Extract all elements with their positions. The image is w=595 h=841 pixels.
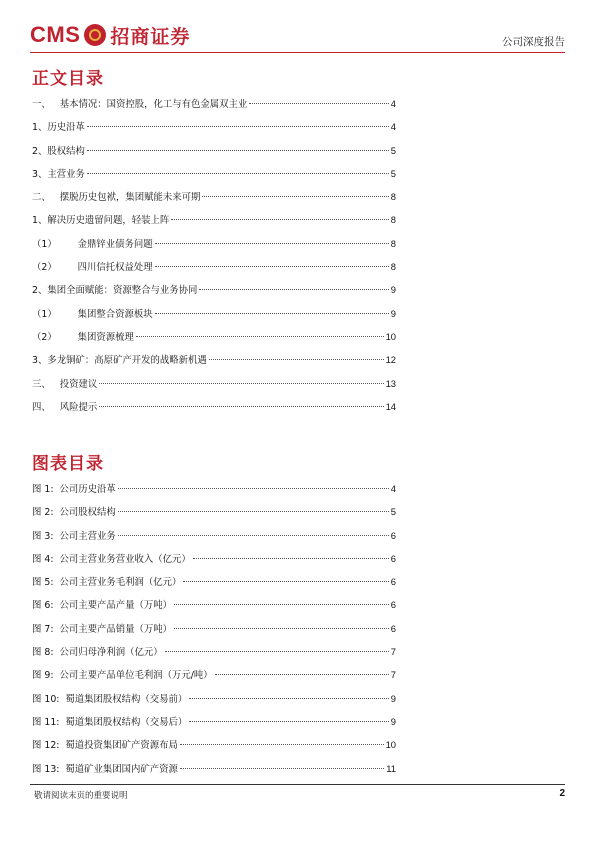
toc-entry-page: 5 xyxy=(390,144,396,156)
figure-entry-page: 6 xyxy=(390,552,396,564)
toc-entry-label: 1、历史沿革 xyxy=(32,122,85,134)
toc-entry[interactable] xyxy=(32,119,396,142)
toc-entry-page: 10 xyxy=(385,330,396,342)
toc-entry-page: 8 xyxy=(390,237,396,249)
dot-leader xyxy=(118,535,389,536)
figure-entry[interactable] xyxy=(32,481,396,504)
toc-entry-page: 12 xyxy=(385,354,396,366)
dot-leader xyxy=(189,721,389,722)
toc-entry-page: 8 xyxy=(390,214,396,226)
toc-entry-label: 1、解决历史遗留问题，轻装上阵 xyxy=(32,215,170,227)
company-logo xyxy=(30,20,190,50)
dot-leader xyxy=(118,511,389,512)
dot-leader xyxy=(155,243,389,244)
figure-entry[interactable] xyxy=(32,714,396,737)
toc-entry-page: 9 xyxy=(390,284,396,296)
toc-entry-page: 8 xyxy=(390,261,396,273)
toc-entry[interactable] xyxy=(32,329,396,352)
dot-leader xyxy=(249,103,389,104)
toc-entry[interactable] xyxy=(32,236,396,259)
page-number: 2 xyxy=(559,788,565,799)
toc-entry-label: 3、多龙铜矿：高原矿产开发的战略新机遇 xyxy=(32,355,207,367)
toc-entry[interactable] xyxy=(32,189,396,212)
dot-leader xyxy=(118,488,389,489)
figure-entry-page: 5 xyxy=(390,506,396,518)
figure-entry-page: 10 xyxy=(385,739,396,751)
dot-leader xyxy=(174,604,389,605)
dot-leader xyxy=(171,219,389,220)
figure-entry-label: 图 11: 蜀道集团股权结构（交易后） xyxy=(32,716,188,728)
toc-entry-label: （1） 集团整合资源板块 xyxy=(32,308,153,320)
figure-entry-label: 图 6: 公司主要产品产量（万吨） xyxy=(32,600,172,612)
dot-leader xyxy=(174,628,389,629)
toc-entry-label: （1） 金鼎锌业债务问题 xyxy=(32,238,153,250)
toc-entry[interactable] xyxy=(32,259,396,282)
logo-latin-text: CMS xyxy=(30,22,81,47)
figure-entry-label: 图 4: 公司主营业务营业收入（亿元） xyxy=(32,553,191,565)
toc-entry[interactable] xyxy=(32,352,396,375)
toc-entry[interactable] xyxy=(32,399,396,422)
dot-leader xyxy=(183,581,388,582)
figure-toc-title: 图表目录 xyxy=(32,454,104,474)
report-type-label: 公司深度报告 xyxy=(502,36,565,48)
figure-entry[interactable] xyxy=(32,504,396,527)
figure-entry-label: 图 10: 蜀道集团股权结构（交易前） xyxy=(32,693,188,705)
toc-entry-label: （2） 集团资源梳理 xyxy=(32,331,134,343)
dot-leader xyxy=(99,406,383,407)
figure-entry[interactable] xyxy=(32,667,396,690)
toc-entry[interactable] xyxy=(32,212,396,235)
dot-leader xyxy=(87,126,389,127)
dot-leader xyxy=(87,150,389,151)
page-header xyxy=(30,18,565,52)
dot-leader xyxy=(155,313,389,314)
figure-entry[interactable] xyxy=(32,551,396,574)
figure-entry-page: 6 xyxy=(390,529,396,541)
toc-entry-label: 一、 基本情况：国资控股，化工与有色金属双主业 xyxy=(32,99,248,110)
footer-disclaimer: 敬请阅读末页的重要说明 xyxy=(34,791,128,801)
toc-entry-label: 三、 投资建议 xyxy=(32,378,98,390)
toc-entry-page: 14 xyxy=(385,400,396,412)
figure-entry[interactable] xyxy=(32,691,396,714)
figure-entry[interactable] xyxy=(32,761,396,784)
figure-entry-page: 4 xyxy=(390,483,396,494)
toc-entry-page: 5 xyxy=(390,167,396,179)
figure-entry-label: 图 5: 公司主营业务毛利润（亿元） xyxy=(32,577,182,589)
figure-entry-page: 6 xyxy=(390,622,396,634)
toc-entry-page: 9 xyxy=(390,307,396,319)
toc-entry-label: 四、 风险提示 xyxy=(32,401,98,413)
figure-entry-label: 图 13: 蜀道矿业集团国内矿产资源 xyxy=(32,763,178,775)
toc-entry[interactable] xyxy=(32,376,396,399)
toc-entry[interactable] xyxy=(32,282,396,305)
toc-entry-page: 4 xyxy=(390,121,396,133)
toc-entry-label: （2） 四川信托权益处理 xyxy=(32,262,153,274)
toc-entry-label: 二、 摆脱历史包袱，集团赋能未来可期 xyxy=(32,192,201,204)
toc-entry[interactable] xyxy=(32,166,396,189)
toc-entry-page: 13 xyxy=(385,377,396,389)
figure-entry-label: 图 3: 公司主营业务 xyxy=(32,530,116,542)
figure-entry-page: 11 xyxy=(386,762,396,774)
dot-leader xyxy=(199,289,388,290)
figure-entry-page: 7 xyxy=(390,646,396,658)
figure-entry-label: 图 8: 公司归母净利润（亿元） xyxy=(32,647,163,659)
dot-leader xyxy=(193,558,389,559)
dot-leader xyxy=(189,698,389,699)
figure-entry-label: 图 1: 公司历史沿革 xyxy=(32,484,116,495)
figure-entry[interactable] xyxy=(32,574,396,597)
dot-leader xyxy=(180,744,384,745)
footer-divider xyxy=(30,784,565,785)
dot-leader xyxy=(209,359,384,360)
figure-entry-page: 7 xyxy=(390,669,396,681)
dot-leader xyxy=(180,768,384,769)
dot-leader xyxy=(202,196,388,197)
dot-leader xyxy=(99,383,383,384)
toc-entry-page: 4 xyxy=(390,98,396,109)
dot-leader xyxy=(215,674,389,675)
figure-toc-list xyxy=(32,481,396,784)
logo-emblem-icon xyxy=(84,24,106,46)
figure-entry-page: 9 xyxy=(390,692,396,704)
main-toc-title: 正文目录 xyxy=(32,69,104,89)
figure-entry[interactable] xyxy=(32,644,396,667)
figure-entry-page: 6 xyxy=(390,599,396,611)
figure-entry[interactable] xyxy=(32,621,396,644)
toc-entry-page: 8 xyxy=(390,191,396,203)
figure-entry[interactable] xyxy=(32,528,396,551)
dot-leader xyxy=(165,651,389,652)
figure-entry-page: 9 xyxy=(390,715,396,727)
toc-entry[interactable] xyxy=(32,96,396,119)
header-divider xyxy=(30,52,565,53)
figure-entry-page: 6 xyxy=(390,576,396,588)
figure-entry-label: 图 9: 公司主要产品单位毛利润（万元/吨） xyxy=(32,670,213,682)
toc-entry-label: 2、集团全面赋能：资源整合与业务协同 xyxy=(32,285,198,297)
toc-entry-label: 2、股权结构 xyxy=(32,145,85,157)
toc-entry-label: 3、主营业务 xyxy=(32,168,85,180)
main-toc-list xyxy=(32,96,396,422)
figure-entry-label: 图 7: 公司主要产品销量（万吨） xyxy=(32,623,172,635)
figure-entry-label: 图 2: 公司股权结构 xyxy=(32,507,116,519)
figure-entry[interactable] xyxy=(32,597,396,620)
dot-leader xyxy=(155,266,389,267)
dot-leader xyxy=(87,173,389,174)
dot-leader xyxy=(136,336,384,337)
figure-entry[interactable] xyxy=(32,737,396,760)
logo-chinese-text: 招商证券 xyxy=(110,25,191,48)
toc-entry[interactable] xyxy=(32,306,396,329)
toc-entry[interactable] xyxy=(32,143,396,166)
figure-entry-label: 图 12: 蜀道投资集团矿产资源布局 xyxy=(32,740,178,752)
